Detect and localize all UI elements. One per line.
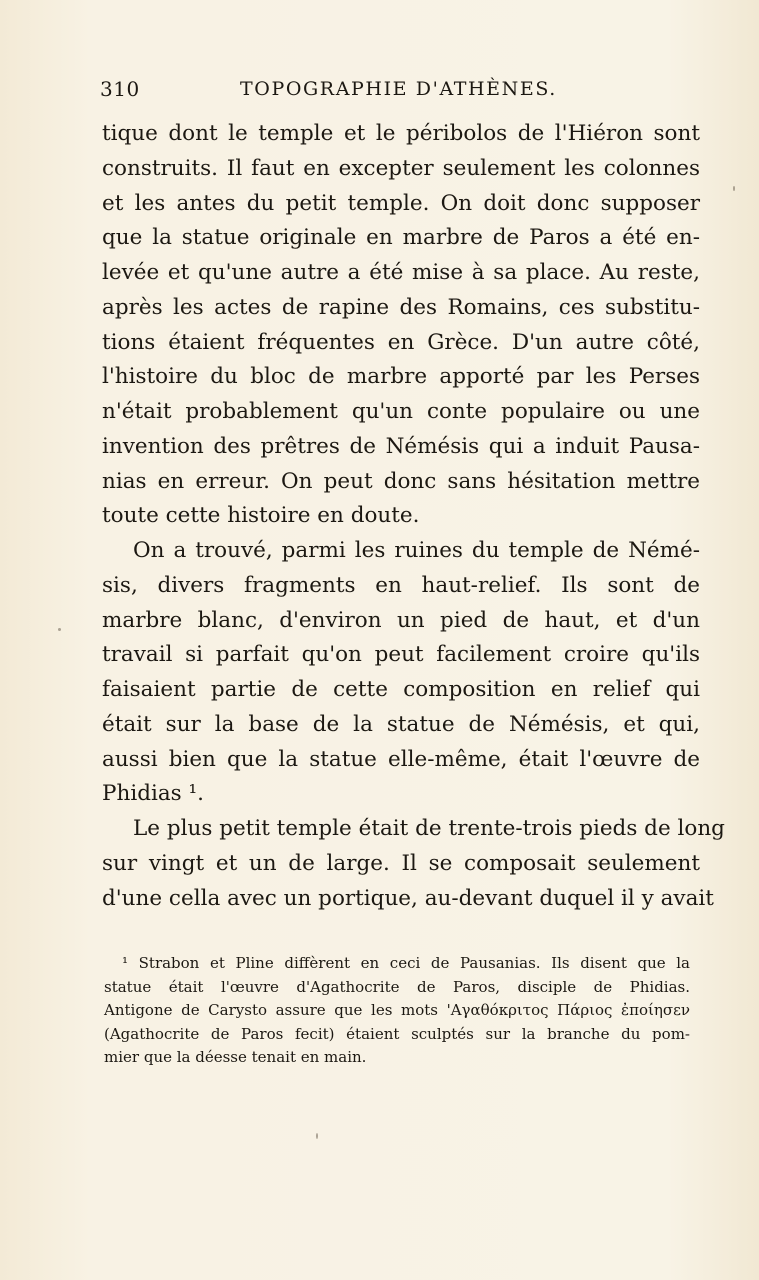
footnote-line: (Agathocrite de Paros fecit) étaient sculptés sur la branche du pom- xyxy=(104,1024,690,1043)
paper-speck xyxy=(316,1133,318,1139)
text-line: aussi bien que la statue elle-même, était l'œuvre de xyxy=(102,746,700,772)
text-line: d'une cella avec un portique, au-devant duquel il y avait xyxy=(102,885,714,911)
text-line: On a trouvé, parmi les ruines du temple de Némé- xyxy=(133,538,700,563)
text-line: tions étaient fréquentes en Grèce. D'un autre côté, xyxy=(102,329,700,355)
text-line: et les antes du petit temple. On doit donc supposer xyxy=(102,190,700,216)
text-line: marbre blanc, d'environ un pied de haut, et d'un xyxy=(102,607,700,633)
paper-speck xyxy=(58,628,61,631)
page-number: 310 xyxy=(100,77,140,101)
body-text xyxy=(102,117,725,916)
footnotes xyxy=(104,952,690,1070)
text-line: sis, divers fragments en haut-relief. Ils sont de xyxy=(102,572,700,598)
footnote-line: statue était l'œuvre d'Agathocrite de Paros, disciple de Phidias. xyxy=(104,977,690,996)
text-line: levée et qu'une autre a été mise à sa place. Au reste, xyxy=(102,260,700,285)
text-line: construits. Il faut en excepter seulement les colonnes xyxy=(102,155,700,181)
paper-speck xyxy=(733,186,735,191)
text-line: faisaient partie de cette composition en relief qui xyxy=(102,677,700,702)
text-line: après les actes de rapine des Romains, ces substitu- xyxy=(102,294,700,320)
text-line: était sur la base de la statue de Némésis, et qui, xyxy=(102,711,700,737)
text-line: que la statue originale en marbre de Paros a été en- xyxy=(102,225,700,251)
text-line: toute cette histoire en doute. xyxy=(102,503,420,529)
text-line: nias en erreur. On peut donc sans hésitation mettre xyxy=(102,468,700,494)
text-line: travail si parfait qu'on peut facilement croire qu'ils xyxy=(102,642,700,668)
text-line: invention des prêtres de Némésis qui a induit Pausa- xyxy=(102,433,700,459)
footnote-line: Antigone de Carysto assure que les mots 'Αγαθόκριτος Πάριος ἐποίησεν xyxy=(104,1001,690,1020)
footnote-line: ¹ Strabon et Pline diffèrent en ceci de Pausanias. Ils disent que la xyxy=(122,954,690,972)
footnote-line: mier que la déesse tenait en main. xyxy=(104,1048,367,1067)
text-line: n'était probablement qu'un conte populaire ou une xyxy=(102,399,700,424)
text-line: sur vingt et un de large. Il se composait seulement xyxy=(102,850,700,876)
text-line: l'histoire du bloc de marbre apporté par les Perses xyxy=(102,364,700,390)
page-header xyxy=(100,76,700,102)
text-line: tique dont le temple et le péribolos de l'Hiéron sont xyxy=(102,121,700,146)
running-title: TOPOGRAPHIE D'ATHÈNES. xyxy=(240,78,557,100)
text-line: Phidias ¹. xyxy=(102,781,204,807)
text-line: Le plus petit temple était de trente-trois pieds de long xyxy=(133,816,725,841)
